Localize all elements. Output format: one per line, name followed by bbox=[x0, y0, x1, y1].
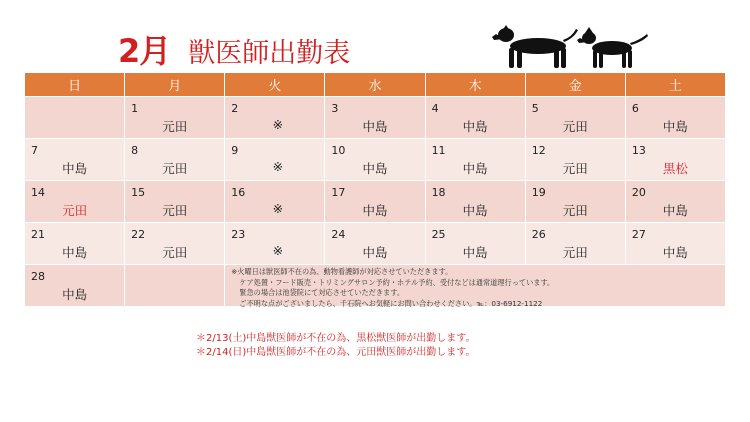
calendar-cell bbox=[425, 181, 525, 223]
doctor-name: 中島 bbox=[62, 287, 88, 302]
weekday-header: 火 bbox=[225, 73, 325, 97]
calendar-cell bbox=[125, 139, 225, 181]
doctor-name: 元田 bbox=[162, 161, 188, 176]
day-number: 15 bbox=[131, 186, 146, 199]
day-number: 6 bbox=[631, 102, 639, 115]
calendar-week-row bbox=[25, 139, 726, 181]
day-number: 7 bbox=[31, 144, 38, 157]
doctor-name: 元田 bbox=[562, 203, 588, 218]
weekday-header: 水 bbox=[325, 73, 425, 97]
nurse-only-mark: ※ bbox=[272, 159, 284, 174]
footnotes bbox=[196, 332, 475, 360]
calendar-cell bbox=[525, 139, 625, 181]
dachshund-silhouette-icon bbox=[577, 27, 648, 68]
calendar-cell bbox=[125, 97, 225, 139]
doctor-name: 元田 bbox=[162, 119, 188, 134]
notice-line: 緊急の場合は池袋院にて対応させていただきます。 bbox=[239, 288, 405, 297]
day-number: 2 bbox=[231, 102, 239, 115]
calendar-cell bbox=[425, 139, 525, 181]
doctor-name: 中島 bbox=[362, 161, 388, 176]
calendar-cell bbox=[25, 265, 125, 307]
day-number: 11 bbox=[431, 144, 446, 157]
day-number: 16 bbox=[231, 186, 246, 199]
footnote: ＊2/14(日)中島獣医師が不在の為、元田獣医師が出勤します。 bbox=[196, 347, 476, 358]
day-number: 18 bbox=[431, 186, 446, 199]
day-number: 25 bbox=[431, 228, 446, 241]
dogs-illustration bbox=[492, 22, 652, 72]
day-number: 4 bbox=[431, 102, 439, 115]
doctor-name: 中島 bbox=[462, 203, 488, 218]
day-number: 26 bbox=[531, 228, 546, 241]
doctor-name: 元田 bbox=[562, 119, 588, 134]
weekday-header: 金 bbox=[525, 73, 625, 97]
day-number: 22 bbox=[131, 228, 146, 241]
calendar-cell bbox=[325, 139, 425, 181]
notice-cell bbox=[225, 265, 726, 307]
calendar-cell bbox=[525, 181, 625, 223]
calendar-week-row bbox=[25, 181, 726, 223]
day-number: 3 bbox=[331, 102, 339, 115]
day-number: 17 bbox=[331, 186, 346, 199]
calendar-cell bbox=[625, 181, 725, 223]
calendar-week-row bbox=[25, 265, 726, 307]
notice-line: ご不明な点がございましたら、千石院へお気軽にお問い合わせください。℡：03-6912-1122 bbox=[239, 298, 543, 308]
doctor-name: 中島 bbox=[62, 161, 88, 176]
calendar-cell bbox=[125, 181, 225, 223]
weekday-header: 土 bbox=[625, 73, 725, 97]
day-number: 23 bbox=[231, 228, 246, 241]
calendar-cell bbox=[325, 97, 425, 139]
weekday-header: 木 bbox=[425, 73, 525, 97]
calendar-cell bbox=[25, 181, 125, 223]
day-number: 20 bbox=[631, 186, 646, 199]
calendar-cell bbox=[625, 223, 725, 265]
day-number: 13 bbox=[631, 144, 646, 157]
calendar-week-row bbox=[25, 223, 726, 265]
calendar-cell bbox=[325, 181, 425, 223]
doctor-name: 中島 bbox=[662, 245, 688, 260]
calendar-cell bbox=[225, 139, 325, 181]
doctor-name: 元田 bbox=[62, 203, 88, 218]
doctor-name: 中島 bbox=[662, 203, 688, 218]
calendar-week-row bbox=[25, 97, 726, 139]
calendar-cell-empty bbox=[125, 265, 225, 307]
calendar-cell bbox=[325, 223, 425, 265]
doctor-name: 元田 bbox=[162, 245, 188, 260]
doctor-name: 元田 bbox=[162, 203, 188, 218]
calendar-table bbox=[24, 72, 726, 307]
nurse-only-mark: ※ bbox=[272, 117, 284, 132]
calendar-cell bbox=[225, 181, 325, 223]
calendar-cell bbox=[525, 97, 625, 139]
schedule-heading: 獣医師出勤表 bbox=[188, 38, 351, 69]
calendar-cell bbox=[25, 223, 125, 265]
day-number: 24 bbox=[331, 228, 346, 241]
day-number: 5 bbox=[531, 102, 539, 115]
doctor-name: 元田 bbox=[562, 161, 588, 176]
calendar-cell bbox=[625, 139, 725, 181]
footnote: ＊2/13(土)中島獣医師が不在の為、黒松獣医師が出勤します。 bbox=[196, 333, 476, 344]
calendar-cell bbox=[425, 97, 525, 139]
weekday-header: 月 bbox=[125, 73, 225, 97]
calendar-cell bbox=[625, 97, 725, 139]
calendar-cell bbox=[225, 223, 325, 265]
day-number: 27 bbox=[631, 228, 646, 241]
calendar-cell bbox=[425, 223, 525, 265]
page-title bbox=[118, 26, 350, 68]
dachshund-silhouette-icon bbox=[492, 25, 578, 68]
calendar-cell bbox=[225, 97, 325, 139]
calendar-cell-empty bbox=[25, 97, 125, 139]
nurse-only-mark: ※ bbox=[272, 243, 284, 258]
day-number: 1 bbox=[131, 102, 139, 115]
notice-line: ※火曜日は獣医師不在の為、動物看護師が対応させていただきます。 bbox=[231, 267, 453, 276]
nurse-only-mark: ※ bbox=[272, 201, 284, 216]
day-number: 21 bbox=[31, 228, 45, 241]
weekday-header-row bbox=[25, 73, 726, 97]
month-label: 2月 bbox=[118, 32, 171, 70]
day-number: 9 bbox=[231, 144, 239, 157]
doctor-name: 中島 bbox=[62, 245, 88, 260]
doctor-name: 中島 bbox=[362, 203, 388, 218]
doctor-name: 中島 bbox=[362, 119, 388, 134]
doctor-name: 中島 bbox=[662, 119, 688, 134]
day-number: 12 bbox=[531, 144, 546, 157]
day-number: 14 bbox=[31, 186, 45, 199]
notice-line: ケア処置・フード販売・トリミングサロン予約・ホテル予約、受付などは通常道理行っています。 bbox=[239, 277, 555, 287]
doctor-name: 中島 bbox=[462, 245, 488, 260]
doctor-name: 中島 bbox=[462, 161, 488, 176]
calendar-cell bbox=[125, 223, 225, 265]
day-number: 8 bbox=[131, 144, 139, 157]
day-number: 28 bbox=[31, 270, 45, 283]
doctor-name: 黒松 bbox=[662, 161, 688, 176]
weekday-header: 日 bbox=[25, 73, 125, 97]
day-number: 19 bbox=[531, 186, 546, 199]
doctor-name: 中島 bbox=[462, 119, 488, 134]
calendar-cell bbox=[25, 139, 125, 181]
day-number: 10 bbox=[331, 144, 346, 157]
doctor-name: 元田 bbox=[562, 245, 588, 260]
calendar-cell bbox=[525, 223, 625, 265]
doctor-name: 中島 bbox=[362, 245, 388, 260]
